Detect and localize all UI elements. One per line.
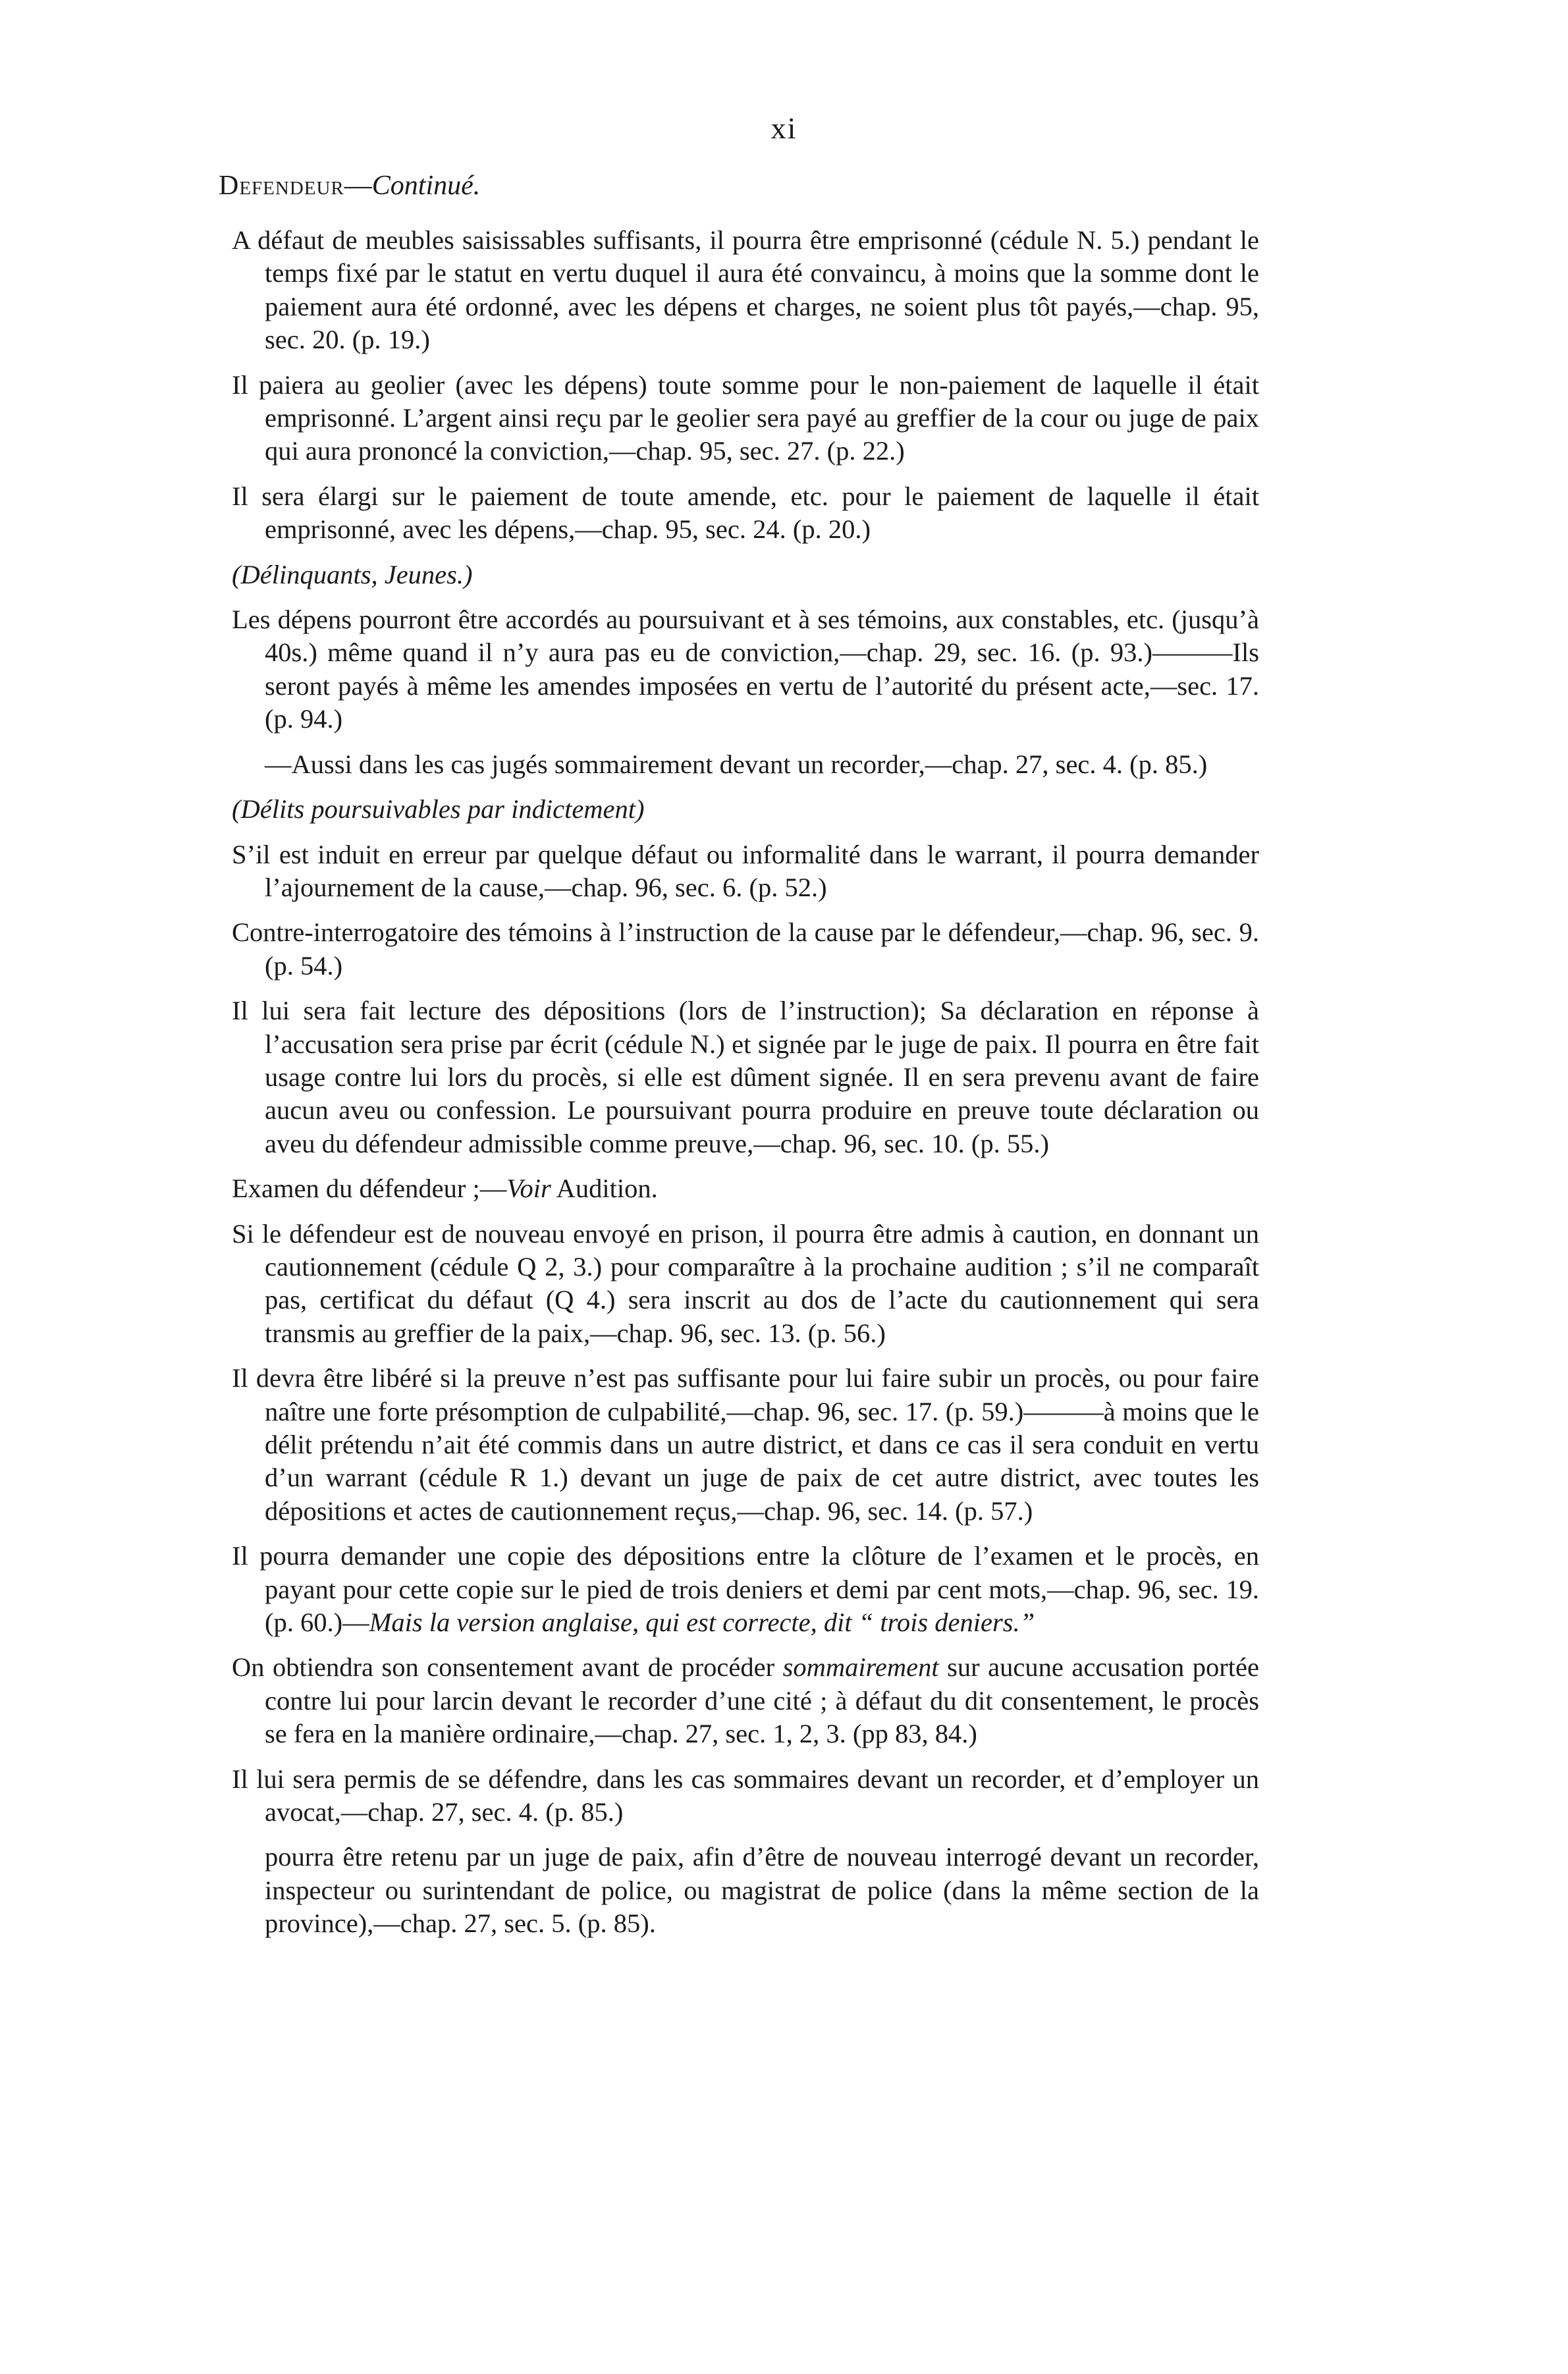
index-sub-entry: pourra être retenu par un juge de paix, afin d’être de nouveau interrogé devant un recorder, inspecteur ou surintendant de police, ou magistrat de police (dans la même section de la province),—chap. 27, sec. 5. (p. 85). (265, 1842, 1259, 1939)
running-head-dash: — (344, 171, 372, 201)
index-entry: Si le défendeur est de nouveau envoyé en prison, il pourra être admis à caution, en donnant un cautionnement (cédule Q 2, 3.) pour comparaître à la prochaine audition ; s’il ne comparaît pas, certificat du défaut (Q 4.) sera inscrit au dos de l’acte du cautionnement qui sera transmis au greffier de la paix,—chap. 96, sec. 13. (p. 56.) (232, 1218, 1259, 1348)
cross-reference-entry (232, 1172, 1259, 1205)
entry-italic-word: sommairement (782, 1652, 939, 1683)
section-heading: (Délinquants, Jeunes.) (232, 559, 473, 589)
entry-text-after: sur aucune accusation portée contre lui pour larcin devant le recorder d’une cité ; à défaut du dit consentement, le procès se fera en la manière ordinaire,—chap. 27, sec. 1, 2, 3. (pp 83, 84.) (265, 1652, 1259, 1749)
entry-text-before: On obtiendra son consentement avant de procéder (232, 1652, 783, 1683)
section-heading: (Délits poursuivables par indictement) (232, 794, 645, 824)
index-entry: Il sera élargi sur le paiement de toute amende, etc. pour le paiement de laquelle il était emprisonné, avec les dépens,—chap. 95, sec. 24. (p. 20.) (232, 481, 1259, 545)
index-entry-copy-depositions (232, 1540, 1259, 1639)
index-entry: Il lui sera fait lecture des dépositions (lors de l’instruction); Sa déclaration en réponse à l’accusation sera prise par écrit (cédule N.) et signée par le juge de paix. Il pourra en être fait usage contre lui lors du procès, si elle est dûment signée. Il en sera prevenu avant de faire aucun aveu ou confession. Le poursuivant pourra produire en preuve toute déclaration ou aveu du défendeur admissible comme preuve,—chap. 96, sec. 10. (p. 55.) (232, 996, 1259, 1158)
cross-reference-voir: Voir (506, 1174, 551, 1204)
entry-italic-note: Mais la version anglaise, qui est correcte, dit “ trois deniers.” (369, 1607, 1035, 1638)
page-number: xi (770, 111, 798, 145)
index-entry: Contre-interrogatoire des témoins à l’instruction de la cause par le défendeur,—chap. 96, sec. 9. (p. 54.) (232, 917, 1259, 981)
running-head-continued: Continué. (371, 171, 481, 201)
index-entry: S’il est induit en erreur par quelque défaut ou informalité dans le warrant, il pourra demander l’ajournement de la cause,—chap. 96, sec. 6. (p. 52.) (232, 839, 1259, 902)
cross-reference-target: Audition. (551, 1174, 658, 1204)
cross-reference-text: Examen du défendeur ;— (232, 1174, 507, 1204)
running-head-word: Defendeur (219, 171, 344, 201)
index-entry: A défaut de meubles saisissables suffisants, il pourra être emprisonné (cédule N. 5.) pendant le temps fixé par le statut en vertu duquel il aura été convaincu, à moins que la somme dont le paiement aura été ordonné, avec les dépens et charges, ne soient plus tôt payés,—chap. 95, sec. 20. (p. 19.) (232, 225, 1259, 355)
entry-text: Il pourra demander une copie des dépositions entre la clôture de l’examen et le procès, en payant pour cette copie sur le pied de trois deniers et demi par cent mots,—chap. 96, sec. 19. (p. 60.)— (232, 1541, 1259, 1638)
index-entry: Il lui sera permis de se défendre, dans les cas sommaires devant un recorder, et d’employer un avocat,—chap. 27, sec. 4. (p. 85.) (232, 1764, 1259, 1827)
index-sub-entry: —Aussi dans les cas jugés sommairement devant un recorder,—chap. 27, sec. 4. (p. 85.) (265, 749, 1208, 779)
running-head (219, 170, 480, 202)
index-entry: Il paiera au geolier (avec les dépens) toute somme pour le non-paiement de laquelle il était emprisonné. L’argent ainsi reçu par le geolier sera payé au greffier de la cour ou juge de paix qui aura prononcé la conviction,—chap. 95, sec. 27. (p. 22.) (232, 369, 1259, 466)
index-entry: Il devra être libéré si la preuve n’est pas suffisante pour lui faire subir un procès, ou pour faire naître une forte présomption de culpabilité,—chap. 96, sec. 17. (p. 59.)———à moins que le délit prétendu n’ait été commis dans un autre district, et dans ce cas il sera conduit en vertu d’un warrant (cédule R 1.) devant un juge de paix de cet autre district, avec toutes les dépositions et actes de cautionnement reçus,—chap. 96, sec. 14. (p. 57.) (232, 1363, 1259, 1526)
index-column (232, 224, 1259, 1953)
index-entry: Les dépens pourront être accordés au poursuivant et à ses témoins, aux constables, etc. (jusqu’à 40s.) même quand il n’y aura pas eu de conviction,—chap. 29, sec. 16. (p. 93.)———Ils seront payés à même les amendes imposées en vertu de l’autorité du présent acte,—sec. 17. (p. 94.) (232, 605, 1259, 734)
index-entry-consent (232, 1651, 1259, 1750)
